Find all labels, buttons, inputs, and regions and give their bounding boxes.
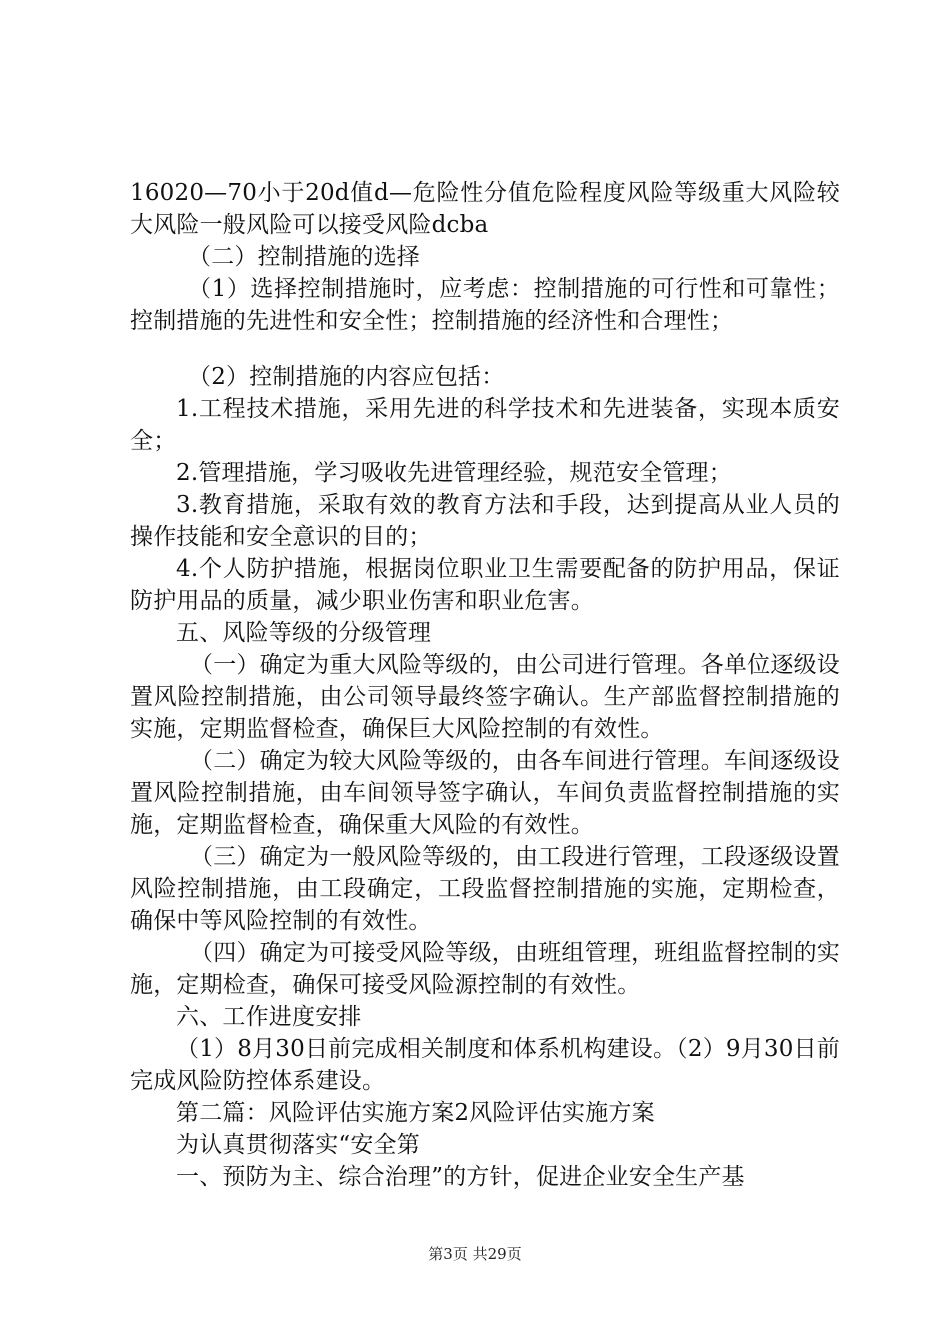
document-body xyxy=(130,177,840,1193)
paragraph-general-risk-management: （三）确定为一般风险等级的，由工段进行管理，工段逐级设置风险控制措施，由工段确定，工段监督控制措施的实施，定期检查，确保中等风险控制的有效性。 xyxy=(130,844,840,934)
list-item-engineering-measures: 1.工程技术措施，采用先进的科学技术和先进装备，实现本质安全； xyxy=(130,396,840,454)
heading-section-six: 六、工作进度安排 xyxy=(176,1004,362,1030)
paragraph-control-considerations: （1）选择控制措施时，应考虑：控制措施的可行性和可靠性；控制措施的先进性和安全性；控制措施的经济性和合理性； xyxy=(130,276,840,334)
paragraph-risk-grade-table-text: 16020—70小于20d值d—危险性分值危险程度风险等级重大风险较大风险一般风险可以接受风险dcba xyxy=(130,180,840,238)
page-number-footer: 第3页 共29页 xyxy=(428,1245,522,1263)
paragraph-control-contents: （2）控制措施的内容应包括： xyxy=(188,364,505,390)
heading-section-five: 五、风险等级的分级管理 xyxy=(176,620,432,646)
paragraph-gap xyxy=(130,337,840,361)
paragraph-larger-risk-management: （二）确定为较大风险等级的，由各车间进行管理。车间逐级设置风险控制措施，由车间领导签字确认，车间负责监督控制措施的实施，定期监督检查，确保重大风险的有效性。 xyxy=(130,748,840,838)
paragraph-schedule: （1）8月30日前完成相关制度和体系机构建设。（2）9月30日前完成风险防控体系建设。 xyxy=(130,1036,840,1094)
paragraph-prevention-first: 一、预防为主、综合治理”的方针，促进企业安全生产基 xyxy=(176,1164,745,1190)
list-item-personal-protection: 4.个人防护措施，根据岗位职业卫生需要配备的防护用品，保证防护用品的质量，减少职业伤害和职业危害。 xyxy=(130,556,840,614)
heading-part-two: 第二篇：风险评估实施方案2风险评估实施方案 xyxy=(176,1100,655,1126)
list-item-management-measures: 2.管理措施，学习吸收先进管理经验，规范安全管理； xyxy=(176,460,732,486)
heading-control-measure-selection: （二）控制措施的选择 xyxy=(188,244,420,270)
list-item-education-measures: 3.教育措施，采取有效的教育方法和手段，达到提高从业人员的操作技能和安全意识的目的； xyxy=(130,492,840,550)
paragraph-implement-safety-first: 为认真贯彻落实“安全第 xyxy=(176,1132,420,1158)
paragraph-major-risk-management: （一）确定为重大风险等级的，由公司进行管理。各单位逐级设置风险控制措施，由公司领导最终签字确认。生产部监督控制措施的实施，定期监督检查，确保巨大风险控制的有效性。 xyxy=(130,652,840,742)
paragraph-acceptable-risk-management: （四）确定为可接受风险等级，由班组管理，班组监督控制的实施，定期检查，确保可接受风险源控制的有效性。 xyxy=(130,940,840,998)
